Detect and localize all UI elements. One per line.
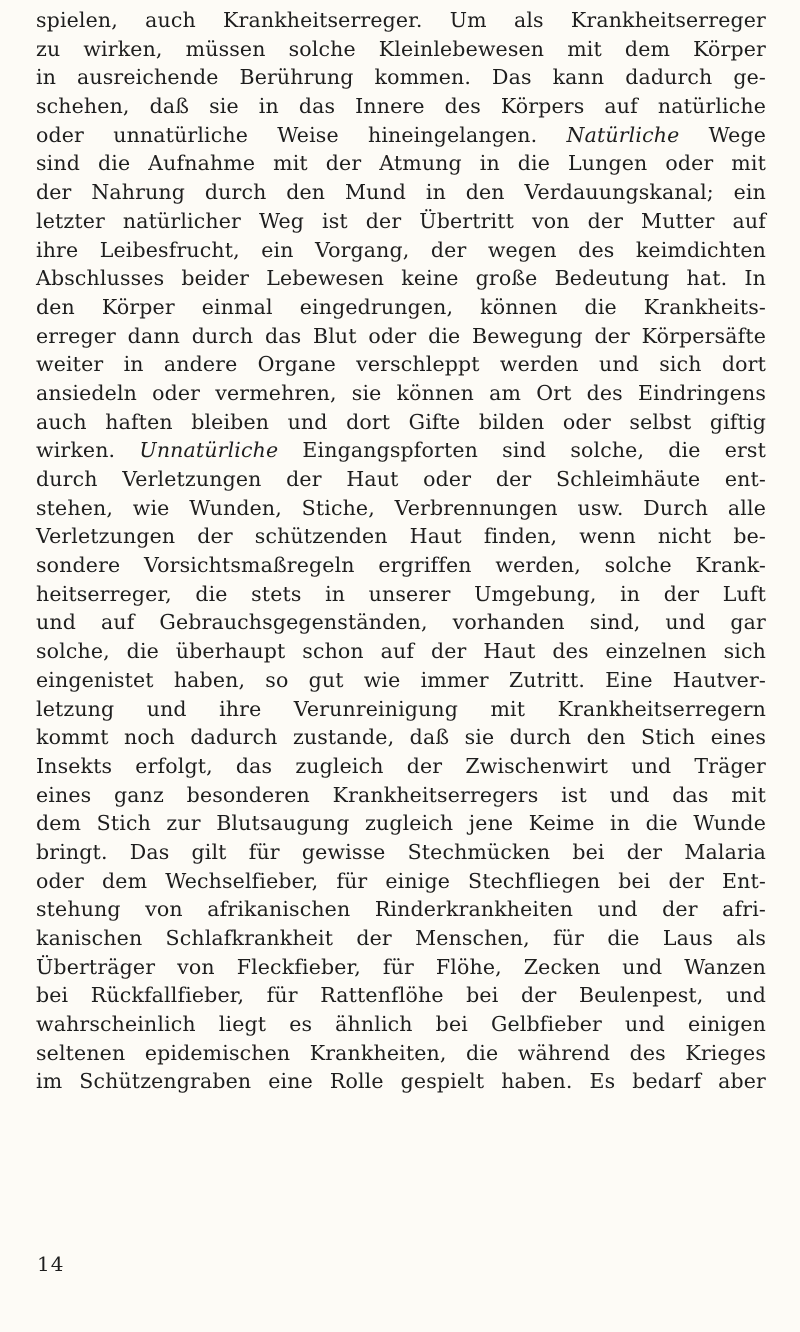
text-segment: Verletzungen der schützenden Haut finden, wenn nicht be- <box>36 524 766 549</box>
text-line <box>36 494 766 523</box>
text-line <box>36 723 766 752</box>
text-segment: heitserreger, die stets in unserer Umgebung, in der Luft <box>36 581 766 606</box>
text-line <box>36 809 766 838</box>
text-line <box>36 981 766 1010</box>
text-line <box>36 92 766 121</box>
text-line <box>36 436 766 465</box>
text-line <box>36 236 766 265</box>
text-segment: letzung und ihre Verunreinigung mit Krankheitserregern <box>36 696 766 721</box>
text-segment: den Körper einmal eingedrungen, können die Krankheits- <box>36 294 766 319</box>
text-segment: und auf Gebrauchsgegenständen, vorhanden sind, und gar <box>36 610 766 635</box>
text-segment: oder dem Wechselfieber, für einige Stechfliegen bei der Ent- <box>36 868 766 893</box>
text-segment: zu wirken, müssen solche Kleinlebewesen mit dem Körper <box>36 36 766 61</box>
text-line <box>36 867 766 896</box>
text-segment: letzter natürlicher Weg ist der Übertritt von der Mutter auf <box>36 208 766 233</box>
text-segment: im Schützengraben eine Rolle gespielt haben. Es bedarf aber <box>36 1069 766 1094</box>
text-line <box>36 1010 766 1039</box>
text-segment: kommt noch dadurch zustande, daß sie durch den Stich eines <box>36 725 766 750</box>
text-segment: Eingangspforten sind solche, die erst <box>278 438 766 463</box>
text-line <box>36 666 766 695</box>
text-segment: Insekts erfolgt, das zugleich der Zwischenwirt und Träger <box>36 753 766 778</box>
text-line <box>36 895 766 924</box>
text-segment: erreger dann durch das Blut oder die Bewegung der Körpersäfte <box>36 323 766 348</box>
text-segment: ihre Leibesfrucht, ein Vorgang, der wegen des keimdichten <box>36 237 766 262</box>
text-line <box>36 752 766 781</box>
text-line <box>36 379 766 408</box>
body-text <box>36 6 766 1096</box>
text-line <box>36 207 766 236</box>
text-segment: ansiedeln oder vermehren, sie können am Ort des Eindringens <box>36 380 766 405</box>
page-number: 14 <box>37 1252 65 1276</box>
text-segment: wahrscheinlich liegt es ähnlich bei Gelbfieber und einigen <box>36 1012 766 1037</box>
text-line <box>36 580 766 609</box>
text-line <box>36 924 766 953</box>
text-line <box>36 264 766 293</box>
text-segment: bei Rückfallfieber, für Rattenflöhe bei der Beulenpest, und <box>36 983 766 1008</box>
emphasized-term: Unnatürliche <box>139 438 279 463</box>
text-line <box>36 551 766 580</box>
text-segment: Abschlusses beider Lebewesen keine große Bedeutung hat. In <box>36 266 766 291</box>
text-segment: sind die Aufnahme mit der Atmung in die Lungen oder mit <box>36 151 766 176</box>
text-line <box>36 1039 766 1068</box>
text-segment: eingenistet haben, so gut wie immer Zutritt. Eine Hautver- <box>36 667 766 692</box>
text-segment: solche, die überhaupt schon auf der Haut des einzelnen sich <box>36 639 766 664</box>
text-segment: Wege <box>679 122 766 147</box>
text-segment: dem Stich zur Blutsaugung zugleich jene Keime in die Wunde <box>36 811 766 836</box>
text-line <box>36 695 766 724</box>
text-line <box>36 953 766 982</box>
text-line <box>36 6 766 35</box>
text-segment: oder unnatürliche Weise hineingelangen. <box>36 122 567 147</box>
text-line <box>36 350 766 379</box>
text-line <box>36 121 766 150</box>
text-segment: bringt. Das gilt für gewisse Stechmücken bei der Malaria <box>36 839 766 864</box>
text-segment: Überträger von Fleckfieber, für Flöhe, Zecken und Wanzen <box>36 954 766 979</box>
text-line <box>36 465 766 494</box>
text-segment: seltenen epidemischen Krankheiten, die während des Krieges <box>36 1040 766 1065</box>
text-segment: schehen, daß sie in das Innere des Körpers auf natürliche <box>36 94 766 119</box>
text-segment: eines ganz besonderen Krankheitserregers ist und das mit <box>36 782 766 807</box>
text-line <box>36 408 766 437</box>
emphasized-term: Natürliche <box>566 122 680 147</box>
text-segment: auch haften bleiben und dort Gifte bilden oder selbst giftig <box>36 409 766 434</box>
text-line <box>36 35 766 64</box>
text-segment: stehung von afrikanischen Rinderkrankheiten und der afri- <box>36 897 766 922</box>
text-line <box>36 149 766 178</box>
text-line <box>36 608 766 637</box>
text-line <box>36 781 766 810</box>
text-segment: durch Verletzungen der Haut oder der Schleimhäute ent- <box>36 467 766 491</box>
text-line <box>36 838 766 867</box>
text-segment: kanischen Schlafkrankheit der Menschen, für die Laus als <box>36 926 766 950</box>
text-line <box>36 637 766 666</box>
text-line <box>36 178 766 207</box>
text-line <box>36 293 766 322</box>
text-segment: der Nahrung durch den Mund in den Verdauungskanal; ein <box>36 180 766 205</box>
text-segment: wirken. <box>36 438 140 463</box>
text-segment: in ausreichende Berührung kommen. Das kann dadurch ge- <box>36 65 766 90</box>
text-segment: sondere Vorsichtsmaßregeln ergriffen werden, solche Krank- <box>36 553 766 578</box>
text-segment: weiter in andere Organe verschleppt werden und sich dort <box>36 352 766 377</box>
text-line <box>36 1067 766 1096</box>
text-segment: stehen, wie Wunden, Stiche, Verbrennungen usw. Durch alle <box>36 495 766 520</box>
text-segment: spielen, auch Krankheitserreger. Um als Krankheitserreger <box>36 8 766 32</box>
text-line <box>36 322 766 351</box>
text-line <box>36 522 766 551</box>
text-line <box>36 63 766 92</box>
